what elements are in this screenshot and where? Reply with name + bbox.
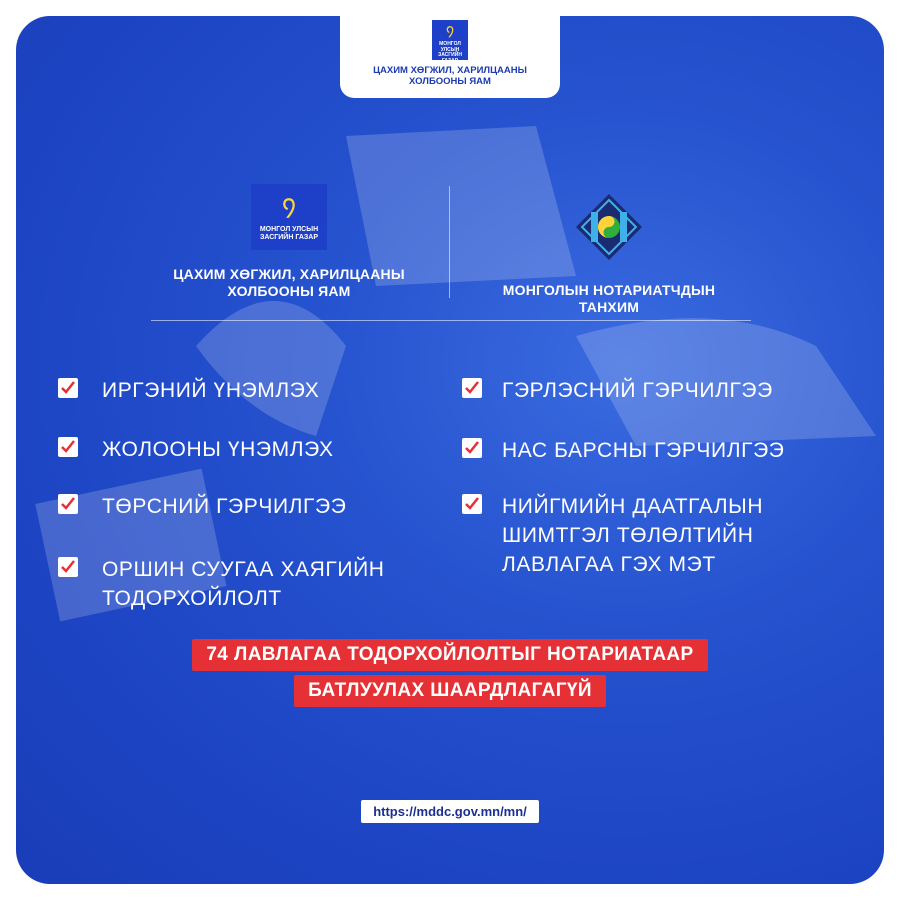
ministry-name-line1: ЦАХИМ ХӨГЖИЛ, ХАРИЛЦААНЫ xyxy=(173,266,405,282)
notice-text-line1: 74 ЛАВЛАГАА ТОДОРХОЙЛОЛТЫГ НОТАРИАТААР xyxy=(192,639,707,671)
list-item xyxy=(58,376,319,405)
government-emblem-large xyxy=(251,184,327,250)
checkbox-checked-icon xyxy=(462,438,482,458)
website-link[interactable]: https://mddc.gov.mn/mn/ xyxy=(361,800,539,823)
notice-text-line2: БАТЛУУЛАХ ШААРДЛАГАГҮЙ xyxy=(294,675,606,707)
list-item xyxy=(462,376,773,405)
notary-chamber-logo-icon xyxy=(574,192,644,262)
ministry-name xyxy=(173,266,405,300)
checkbox-checked-icon xyxy=(58,557,78,577)
soyombo-icon: ᠀ xyxy=(281,190,297,221)
header-tab xyxy=(340,16,560,98)
notary-logo-block xyxy=(464,184,754,316)
list-item xyxy=(58,555,385,613)
list-item xyxy=(462,436,784,465)
document-label: ТӨРСНИЙ ГЭРЧИЛГЭЭ xyxy=(102,495,347,518)
header-title-line2: ХОЛБООНЫ ЯАМ xyxy=(409,75,491,87)
poster-card xyxy=(16,16,884,884)
document-label-line3: ЛАВЛАГАА ГЭХ МЭТ xyxy=(502,553,716,576)
soyombo-icon: ᠀ xyxy=(445,23,455,40)
list-item xyxy=(58,435,334,464)
document-label-line2: ТОДОРХОЙЛОЛТ xyxy=(102,587,282,610)
document-label: НАС БАРСНЫ ГЭРЧИЛГЭЭ xyxy=(502,439,785,462)
checkbox-checked-icon xyxy=(58,494,78,514)
checkbox-checked-icon xyxy=(462,494,482,514)
emblem-text-line2: ЗАСГИЙН ГАЗАР xyxy=(259,233,319,241)
notice-banner-line2 xyxy=(16,675,884,707)
list-item xyxy=(58,492,346,521)
emblem-text-line1: МОНГОЛ УЛСЫН xyxy=(259,226,319,233)
list-item xyxy=(462,492,763,579)
notary-name-line1: МОНГОЛЫН НОТАРИАТЧДЫН xyxy=(502,282,716,298)
partner-logos xyxy=(16,184,884,334)
document-label xyxy=(502,492,763,579)
document-label-line1: ОРШИН СУУГАА ХАЯГИЙН xyxy=(102,558,385,581)
header-title-line1: ЦАХИМ ХӨГЖИЛ, ХАРИЛЦААНЫ xyxy=(373,65,527,76)
document-label xyxy=(102,555,385,613)
emblem-text: МОНГОЛ УЛСЫН ЗАСГИЙН ГАЗАР xyxy=(438,41,462,64)
document-label-line2: ШИМТГЭЛ ТӨЛӨЛТИЙН xyxy=(502,524,754,547)
document-label-line1: НИЙГМИЙН ДААТГАЛЫН xyxy=(502,495,764,518)
notary-name-line2: ТАНХИМ xyxy=(578,298,640,315)
checkbox-checked-icon xyxy=(462,378,482,398)
ministry-logo-block xyxy=(144,184,434,300)
url-container xyxy=(16,800,884,823)
horizontal-divider xyxy=(151,320,751,321)
emblem-text xyxy=(260,226,318,241)
document-label: ЖОЛООНЫ ҮНЭМЛЭХ xyxy=(102,438,334,461)
checkbox-checked-icon xyxy=(58,437,78,457)
vertical-divider xyxy=(449,186,450,298)
header-title xyxy=(350,66,550,88)
ministry-name-line2: ХОЛБООНЫ ЯАМ xyxy=(227,282,351,299)
government-emblem xyxy=(432,20,468,64)
checkbox-checked-icon xyxy=(58,378,78,398)
document-label: ИРГЭНИЙ ҮНЭМЛЭХ xyxy=(102,379,320,402)
document-label: ГЭРЛЭСНИЙ ГЭРЧИЛГЭЭ xyxy=(502,379,773,402)
notice-banner-line1 xyxy=(16,639,884,671)
notary-chamber-name xyxy=(503,282,715,316)
